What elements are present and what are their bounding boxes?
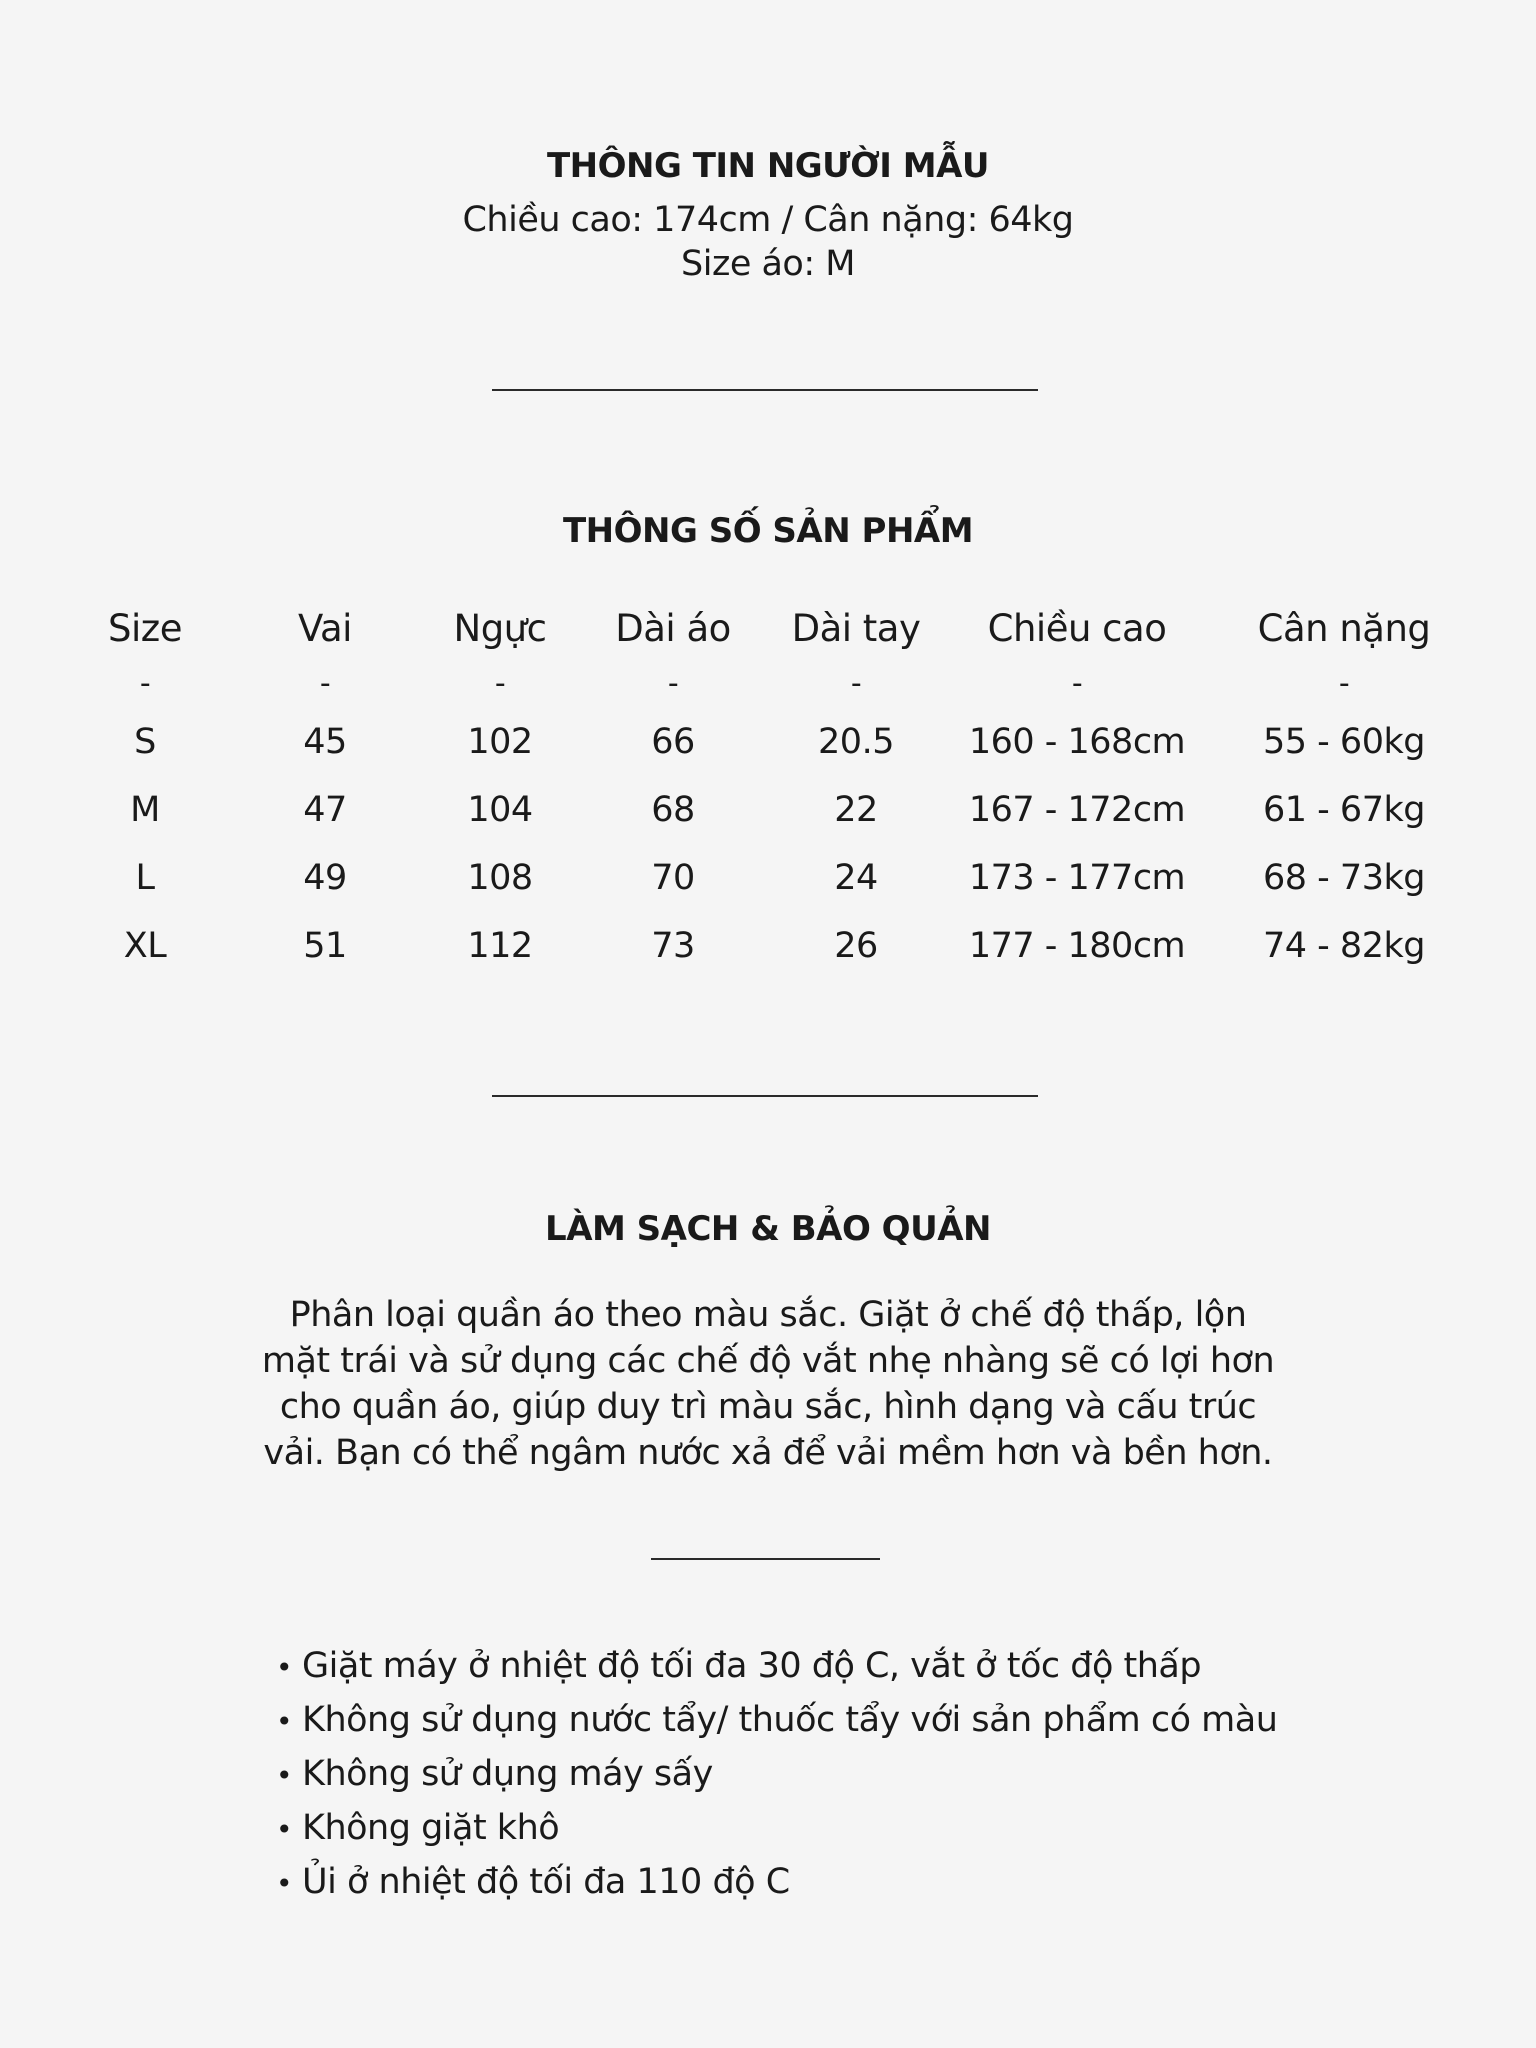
header-vai: Vai — [298, 606, 352, 650]
table-cell: 112 — [467, 926, 533, 966]
instruction-text: Không giặt khô — [302, 1808, 560, 1848]
divider-1 — [492, 389, 1038, 391]
table-cell: M — [130, 790, 160, 830]
table-cell: 70 — [651, 858, 695, 898]
table-cell: 26 — [834, 926, 878, 966]
table-cell: 160 - 168cm — [968, 722, 1186, 762]
dash-cell: - — [1071, 665, 1083, 701]
table-cell: 24 — [834, 858, 878, 898]
table-cell: 49 — [303, 858, 347, 898]
header-size: Size — [108, 606, 182, 650]
table-header-row — [70, 598, 1470, 658]
model-size: Size áo: M — [681, 244, 855, 284]
table-cell: L — [135, 858, 155, 898]
care-instructions-list — [276, 1640, 1277, 1910]
model-height-weight: Chiều cao: 174cm / Cân nặng: 64kg — [462, 200, 1074, 240]
table-cell: 167 - 172cm — [968, 790, 1186, 830]
bullet-icon: • — [276, 1813, 293, 1846]
dash-cell: - — [850, 665, 862, 701]
table-cell: S — [134, 722, 156, 762]
instruction-text: Giặt máy ở nhiệt độ tối đa 30 độ C, vắt ở tốc độ thấp — [302, 1646, 1202, 1686]
divider-3 — [651, 1558, 880, 1560]
table-row — [70, 708, 1470, 776]
table-cell: 61 - 67kg — [1263, 790, 1425, 830]
table-cell: 102 — [467, 722, 533, 762]
dash-cell: - — [667, 665, 679, 701]
header-nguc: Ngực — [453, 606, 547, 650]
table-cell: 20.5 — [818, 722, 894, 762]
table-cell: 73 — [651, 926, 695, 966]
size-chart-title: THÔNG SỐ SẢN PHẨM — [562, 511, 974, 551]
table-cell: 104 — [467, 790, 533, 830]
dash-cell: - — [494, 665, 506, 701]
table-cell: 51 — [303, 926, 347, 966]
table-row — [70, 776, 1470, 844]
list-item — [276, 1802, 1277, 1856]
dash-cell: - — [139, 665, 151, 701]
header-chieu-cao: Chiều cao — [987, 606, 1167, 650]
bullet-icon: • — [276, 1759, 293, 1792]
table-row — [70, 844, 1470, 912]
instruction-text: Không sử dụng nước tẩy/ thuốc tẩy với sản phẩm có màu — [302, 1700, 1278, 1740]
table-cell: 22 — [834, 790, 878, 830]
list-item — [276, 1694, 1277, 1748]
list-item — [276, 1856, 1277, 1910]
bullet-icon: • — [276, 1705, 293, 1738]
bullet-icon: • — [276, 1651, 293, 1684]
list-item — [276, 1640, 1277, 1694]
table-cell: 74 - 82kg — [1263, 926, 1425, 966]
table-cell: XL — [123, 926, 167, 966]
instruction-text: Không sử dụng máy sấy — [302, 1754, 713, 1794]
table-cell: 68 - 73kg — [1263, 858, 1425, 898]
header-can-nang: Cân nặng — [1257, 606, 1431, 650]
table-cell: 55 - 60kg — [1263, 722, 1425, 762]
header-dai-tay: Dài tay — [791, 606, 921, 650]
care-description: Phân loại quần áo theo màu sắc. Giặt ở chế độ thấp, lộn mặt trái và sử dụng các chế độ vắt nhẹ nhàng sẽ có lợi hơn cho quần áo, giúp duy trì màu sắc, hình dạng và cấu trúc vải. Bạn có thể ngâm nước xả để vải mềm hơn và bền hơn. — [261, 1295, 1275, 1473]
table-cell: 173 - 177cm — [968, 858, 1186, 898]
table-row — [70, 912, 1470, 980]
divider-2 — [492, 1095, 1038, 1097]
list-item — [276, 1748, 1277, 1802]
table-cell: 66 — [651, 722, 695, 762]
table-cell: 108 — [467, 858, 533, 898]
size-chart-table — [70, 598, 1470, 980]
table-cell: 45 — [303, 722, 347, 762]
instruction-text: Ủi ở nhiệt độ tối đa 110 độ C — [302, 1862, 790, 1902]
table-cell: 47 — [303, 790, 347, 830]
dash-cell: - — [319, 665, 331, 701]
table-cell: 177 - 180cm — [968, 926, 1186, 966]
bullet-icon: • — [276, 1867, 293, 1900]
care-title: LÀM SẠCH & BẢO QUẢN — [545, 1209, 991, 1249]
table-cell: 68 — [651, 790, 695, 830]
header-dai-ao: Dài áo — [615, 606, 731, 650]
dash-cell: - — [1338, 665, 1350, 701]
table-dash-row — [70, 658, 1470, 708]
model-info-title: THÔNG TIN NGƯỜI MẪU — [546, 146, 990, 186]
